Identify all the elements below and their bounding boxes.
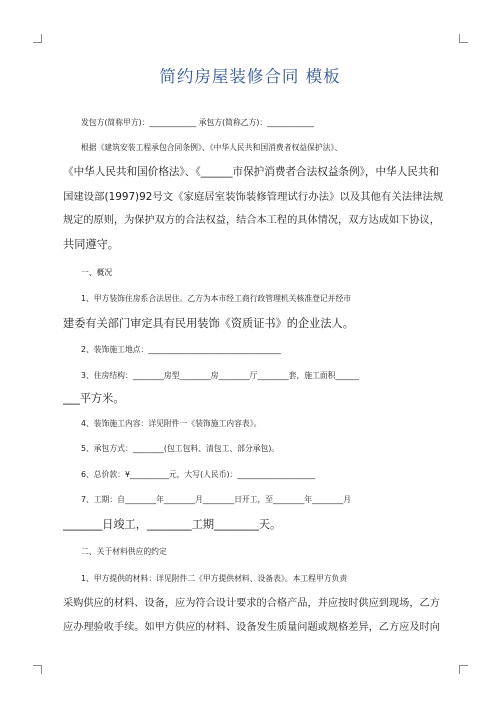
paragraph-line: 国建设部(1997)92号文《家庭居室装饰装修管理试行办法》以及其他有关法律法规 <box>63 191 444 203</box>
paragraph-line: 1、甲方装饰住房系合法居住。乙方为本市经工商行政管理机关核准登记并经市 <box>81 294 352 303</box>
paragraph-line: 《中华人民共和国价格法》、《______市保护消费者合法权益条例》，中华人民共和 <box>63 166 440 178</box>
clause-line: 3、住房结构：________房型________房________厅________套，施工面积______ <box>81 371 359 380</box>
paragraph-line: 1、甲方提供的材料：详见附件二《甲方提供材料、设备表》。本工程甲方负责 <box>81 574 348 583</box>
corner-mark-bottom-left <box>33 665 42 674</box>
clause-line: 4、装饰施工内容：详见附件一《装饰施工内容表》。 <box>81 419 262 428</box>
paragraph-line: 应办理验收手续。如甲方供应的材料、设备发生质量问题或规格差异，乙方应及时向 <box>63 622 440 633</box>
parties-line: 发包方(简称甲方)：____________ 承包方(简称乙方)：____________ <box>81 118 314 127</box>
clause-line: 5、承包方式：________(包工包料、清包工、部分承包)。 <box>81 444 280 453</box>
section-heading: 一、概况 <box>81 268 113 277</box>
paragraph-line: 共同遵守。 <box>63 238 119 251</box>
clause-line: 7、工期：自________年________月________日开工，至________年________月 <box>81 495 352 504</box>
paragraph-line: 采购供应的材料、设备，应为符合设计要求的合格产品，并应按时供应到现场，乙方 <box>63 598 440 609</box>
corner-mark-bottom-right <box>459 665 468 674</box>
paragraph-line: 建委有关部门审定具有民用装饰《资质证书》的企业法人。 <box>63 317 354 330</box>
clause-line: _______日竣工，________工期________天。 <box>63 518 282 531</box>
clause-line: 2、装饰施工地点：__________________________________ <box>81 345 281 354</box>
section-heading: 二、关于材料供应的约定 <box>81 547 167 556</box>
clause-line: ___平方米。 <box>63 392 125 405</box>
paragraph-line: 根据《建筑安装工程承包合同条例》、《中华人民共和国消费者权益保护法》、 <box>81 143 343 152</box>
clause-line: 6、总价款：¥__________元，大写(人民币)：____________________ <box>81 470 316 479</box>
paragraph-line: 规定的原则，为保护双方的合法权益，结合本工程的具体情况，双方达成如下协议， <box>63 215 440 226</box>
document-title: 简约房屋装修合同 模板 <box>159 67 341 86</box>
corner-mark-top-right <box>459 34 468 43</box>
corner-mark-top-left <box>33 34 42 43</box>
